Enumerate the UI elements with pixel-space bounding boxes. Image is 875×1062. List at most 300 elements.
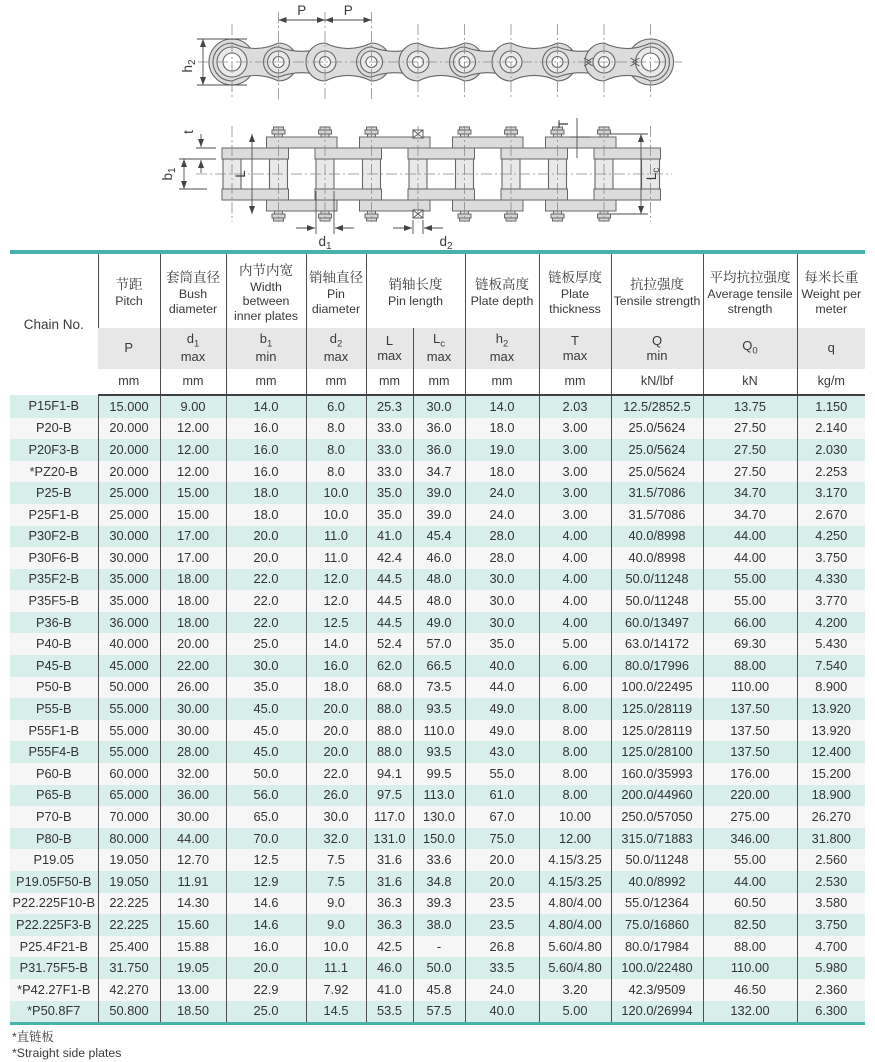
- value-cell: 4.200: [797, 612, 865, 634]
- chain-plan-view: [160, 118, 672, 250]
- value-cell: 160.0/35993: [611, 763, 703, 785]
- value-cell: 12.5/2852.5: [611, 395, 703, 418]
- chain-no-cell: P22.225F10-B: [10, 893, 98, 915]
- value-cell: 5.60/4.80: [539, 957, 611, 979]
- value-cell: 24.0: [465, 504, 539, 526]
- table-row: [10, 677, 865, 699]
- value-cell: 31.6: [366, 871, 413, 893]
- value-cell: 14.0: [226, 395, 306, 418]
- value-cell: 19.0: [465, 439, 539, 461]
- value-cell: 17.00: [160, 547, 226, 569]
- value-cell: 30.0: [465, 569, 539, 591]
- symbol-header: $b_1$ min: [226, 328, 306, 369]
- chain-no-cell: P35F2-B: [10, 569, 98, 591]
- value-cell: 130.0: [413, 806, 465, 828]
- value-cell: 27.50: [703, 461, 797, 483]
- table-row: [10, 461, 865, 483]
- value-cell: 45.8: [413, 979, 465, 1001]
- value-cell: 19.050: [98, 871, 160, 893]
- value-cell: 11.0: [306, 547, 366, 569]
- value-cell: 27.50: [703, 439, 797, 461]
- value-cell: 5.430: [797, 633, 865, 655]
- value-cell: 94.1: [366, 763, 413, 785]
- value-cell: 34.8: [413, 871, 465, 893]
- symbol-header: $d_1$ max: [160, 328, 226, 369]
- value-cell: 3.00: [539, 504, 611, 526]
- chain-no-cell: P15F1-B: [10, 395, 98, 418]
- chain-no-cell: *PZ20-B: [10, 461, 98, 483]
- table-row: [10, 1001, 865, 1024]
- value-cell: 88.0: [366, 720, 413, 742]
- value-cell: 60.000: [98, 763, 160, 785]
- value-cell: 44.5: [366, 569, 413, 591]
- value-cell: 28.0: [465, 526, 539, 548]
- value-cell: 2.03: [539, 395, 611, 418]
- value-cell: 12.00: [160, 461, 226, 483]
- value-cell: 30.00: [160, 698, 226, 720]
- table-row: [10, 957, 865, 979]
- value-cell: 8.00: [539, 720, 611, 742]
- value-cell: 5.60/4.80: [539, 936, 611, 958]
- value-cell: 275.00: [703, 806, 797, 828]
- symbol-header: P: [98, 328, 160, 369]
- value-cell: 32.0: [306, 828, 366, 850]
- value-cell: 10.00: [539, 806, 611, 828]
- value-cell: 60.50: [703, 893, 797, 915]
- value-cell: 220.00: [703, 785, 797, 807]
- chain-no-cell: P35F5-B: [10, 590, 98, 612]
- value-cell: 36.00: [160, 785, 226, 807]
- value-cell: 25.0: [226, 633, 306, 655]
- value-cell: 61.0: [465, 785, 539, 807]
- value-cell: 19.05: [160, 957, 226, 979]
- value-cell: 13.75: [703, 395, 797, 418]
- value-cell: 250.0/57050: [611, 806, 703, 828]
- value-cell: 33.0: [366, 418, 413, 440]
- value-cell: 10.0: [306, 482, 366, 504]
- value-cell: 22.0: [226, 569, 306, 591]
- value-cell: 70.000: [98, 806, 160, 828]
- table-row: [10, 936, 865, 958]
- value-cell: 50.0/11248: [611, 849, 703, 871]
- value-cell: 24.0: [465, 979, 539, 1001]
- value-cell: 33.0: [366, 439, 413, 461]
- value-cell: 50.0/11248: [611, 569, 703, 591]
- value-cell: 80.0/17984: [611, 936, 703, 958]
- chain-no-cell: *P50.8F7: [10, 1001, 98, 1024]
- value-cell: 12.5: [306, 612, 366, 634]
- value-cell: 14.6: [226, 893, 306, 915]
- chain-no-cell: P20F3-B: [10, 439, 98, 461]
- value-cell: 42.5: [366, 936, 413, 958]
- value-cell: 28.0: [465, 547, 539, 569]
- value-cell: 42.4: [366, 547, 413, 569]
- value-cell: 22.0: [226, 612, 306, 634]
- value-cell: 315.0/71883: [611, 828, 703, 850]
- value-cell: 23.5: [465, 914, 539, 936]
- value-cell: 4.15/3.25: [539, 849, 611, 871]
- col-header-9: 平均抗拉强度 Average tensile strength: [703, 252, 797, 328]
- value-cell: 40.0/8998: [611, 526, 703, 548]
- value-cell: 33.0: [366, 461, 413, 483]
- value-cell: 18.00: [160, 612, 226, 634]
- value-cell: 3.00: [539, 461, 611, 483]
- value-cell: 20.0: [465, 849, 539, 871]
- chain-no-cell: P25-B: [10, 482, 98, 504]
- value-cell: 3.170: [797, 482, 865, 504]
- value-cell: 4.15/3.25: [539, 871, 611, 893]
- symbol-header: L max: [366, 328, 413, 369]
- value-cell: 39.0: [413, 482, 465, 504]
- value-cell: 137.50: [703, 698, 797, 720]
- value-cell: 50.0/11248: [611, 590, 703, 612]
- value-cell: 13.920: [797, 698, 865, 720]
- value-cell: 4.00: [539, 547, 611, 569]
- col-header-8: 抗拉强度 Tensile strength: [611, 252, 703, 328]
- value-cell: 110.00: [703, 957, 797, 979]
- value-cell: 62.0: [366, 655, 413, 677]
- value-cell: 88.00: [703, 936, 797, 958]
- value-cell: 12.400: [797, 741, 865, 763]
- value-cell: 18.0: [226, 504, 306, 526]
- value-cell: 67.0: [465, 806, 539, 828]
- value-cell: 33.6: [413, 849, 465, 871]
- value-cell: 22.0: [226, 590, 306, 612]
- value-cell: 22.225: [98, 893, 160, 915]
- dim-label-h2: $h_2$: [180, 59, 198, 73]
- symbol-header: $d_2$ max: [306, 328, 366, 369]
- value-cell: 2.360: [797, 979, 865, 1001]
- chain-no-cell: P22.225F3-B: [10, 914, 98, 936]
- chain-no-cell: *P42.27F1-B: [10, 979, 98, 1001]
- symbol-header: q: [797, 328, 865, 369]
- table-row: [10, 569, 865, 591]
- value-cell: 6.00: [539, 677, 611, 699]
- value-cell: 55.0/12364: [611, 893, 703, 915]
- value-cell: 15.88: [160, 936, 226, 958]
- value-cell: 50.000: [98, 677, 160, 699]
- value-cell: 44.5: [366, 612, 413, 634]
- value-cell: 30.0: [465, 590, 539, 612]
- table-row: [10, 979, 865, 1001]
- value-cell: 44.00: [160, 828, 226, 850]
- unit-header: mm: [465, 369, 539, 395]
- value-cell: 45.4: [413, 526, 465, 548]
- value-cell: 57.0: [413, 633, 465, 655]
- table-row: [10, 504, 865, 526]
- value-cell: 30.0: [226, 655, 306, 677]
- value-cell: 18.0: [226, 482, 306, 504]
- value-cell: 41.0: [366, 526, 413, 548]
- value-cell: 5.00: [539, 633, 611, 655]
- symbol-header: $L_c$ max: [413, 328, 465, 369]
- value-cell: 2.140: [797, 418, 865, 440]
- value-cell: 75.0/16860: [611, 914, 703, 936]
- col-header-1: 节距 Pitch: [98, 252, 160, 328]
- value-cell: 24.0: [465, 482, 539, 504]
- value-cell: 15.200: [797, 763, 865, 785]
- value-cell: 26.8: [465, 936, 539, 958]
- value-cell: 3.770: [797, 590, 865, 612]
- value-cell: 40.0: [465, 1001, 539, 1024]
- value-cell: 6.0: [306, 395, 366, 418]
- value-cell: 38.0: [413, 914, 465, 936]
- chain-no-cell: P20-B: [10, 418, 98, 440]
- value-cell: 14.0: [306, 633, 366, 655]
- value-cell: 346.00: [703, 828, 797, 850]
- value-cell: 6.00: [539, 655, 611, 677]
- value-cell: 48.0: [413, 590, 465, 612]
- value-cell: 8.0: [306, 418, 366, 440]
- chain-no-cell: P40-B: [10, 633, 98, 655]
- table-row: [10, 395, 865, 418]
- value-cell: 117.0: [366, 806, 413, 828]
- table-row: [10, 698, 865, 720]
- col-header-2: 套筒直径 Bush diameter: [160, 252, 226, 328]
- value-cell: 49.0: [465, 698, 539, 720]
- value-cell: 176.00: [703, 763, 797, 785]
- value-cell: 34.7: [413, 461, 465, 483]
- value-cell: 22.0: [306, 763, 366, 785]
- value-cell: 31.6: [366, 849, 413, 871]
- value-cell: 55.00: [703, 849, 797, 871]
- value-cell: 30.00: [160, 806, 226, 828]
- value-cell: 48.0: [413, 569, 465, 591]
- value-cell: 15.000: [98, 395, 160, 418]
- value-cell: 69.30: [703, 633, 797, 655]
- unit-header: kg/m: [797, 369, 865, 395]
- col-header-4: 销轴直径 Pin diameter: [306, 252, 366, 328]
- value-cell: 34.70: [703, 482, 797, 504]
- chain-side-view: [180, 3, 682, 100]
- value-cell: 35.0: [226, 677, 306, 699]
- value-cell: 66.5: [413, 655, 465, 677]
- value-cell: 125.0/28119: [611, 720, 703, 742]
- value-cell: 50.0: [226, 763, 306, 785]
- value-cell: 65.0: [226, 806, 306, 828]
- unit-header: kN/lbf: [611, 369, 703, 395]
- value-cell: 45.0: [226, 720, 306, 742]
- value-cell: 35.000: [98, 590, 160, 612]
- value-cell: 40.000: [98, 633, 160, 655]
- value-cell: 31.800: [797, 828, 865, 850]
- value-cell: 97.5: [366, 785, 413, 807]
- unit-header: kN: [703, 369, 797, 395]
- value-cell: 46.0: [366, 957, 413, 979]
- value-cell: 14.30: [160, 893, 226, 915]
- value-cell: 80.000: [98, 828, 160, 850]
- value-cell: 200.0/44960: [611, 785, 703, 807]
- dim-label-b1: $b_1$: [160, 167, 178, 181]
- value-cell: 15.00: [160, 482, 226, 504]
- value-cell: 11.1: [306, 957, 366, 979]
- value-cell: 8.900: [797, 677, 865, 699]
- value-cell: 50.0: [413, 957, 465, 979]
- value-cell: 4.00: [539, 612, 611, 634]
- value-cell: -: [413, 936, 465, 958]
- unit-header: mm: [226, 369, 306, 395]
- table-row: [10, 828, 865, 850]
- value-cell: 25.000: [98, 482, 160, 504]
- value-cell: 18.00: [160, 569, 226, 591]
- value-cell: 44.00: [703, 871, 797, 893]
- dim-label-T: T: [556, 119, 571, 129]
- value-cell: 26.270: [797, 806, 865, 828]
- value-cell: 7.540: [797, 655, 865, 677]
- chain-no-cell: P19.05: [10, 849, 98, 871]
- value-cell: 55.000: [98, 698, 160, 720]
- value-cell: 20.0: [306, 741, 366, 763]
- table-row: [10, 893, 865, 915]
- unit-header: mm: [160, 369, 226, 395]
- value-cell: 4.80/4.00: [539, 914, 611, 936]
- value-cell: 27.50: [703, 418, 797, 440]
- chain-no-cell: P55F1-B: [10, 720, 98, 742]
- col-header-10: 每米长重 Weight per meter: [797, 252, 865, 328]
- value-cell: 36.3: [366, 893, 413, 915]
- value-cell: 35.000: [98, 569, 160, 591]
- value-cell: 1.150: [797, 395, 865, 418]
- value-cell: 25.3: [366, 395, 413, 418]
- value-cell: 25.400: [98, 936, 160, 958]
- value-cell: 8.00: [539, 698, 611, 720]
- table-row: [10, 763, 865, 785]
- value-cell: 132.00: [703, 1001, 797, 1024]
- chain-no-cell: P25F1-B: [10, 504, 98, 526]
- value-cell: 18.50: [160, 1001, 226, 1024]
- value-cell: 4.250: [797, 526, 865, 548]
- table-row: [10, 655, 865, 677]
- table-row: [10, 612, 865, 634]
- value-cell: 5.980: [797, 957, 865, 979]
- value-cell: 80.0/17996: [611, 655, 703, 677]
- value-cell: 125.0/28119: [611, 698, 703, 720]
- value-cell: 20.000: [98, 439, 160, 461]
- value-cell: 75.0: [465, 828, 539, 850]
- value-cell: 137.50: [703, 741, 797, 763]
- value-cell: 45.000: [98, 655, 160, 677]
- value-cell: 150.0: [413, 828, 465, 850]
- dim-label-t: t: [181, 130, 196, 134]
- value-cell: 10.0: [306, 936, 366, 958]
- value-cell: 25.0/5624: [611, 461, 703, 483]
- value-cell: 36.0: [413, 418, 465, 440]
- value-cell: 8.0: [306, 439, 366, 461]
- value-cell: 14.0: [465, 395, 539, 418]
- value-cell: 18.00: [160, 590, 226, 612]
- value-cell: 12.00: [539, 828, 611, 850]
- table-row: [10, 785, 865, 807]
- chain-no-cell: P45-B: [10, 655, 98, 677]
- col-header-7: 链板厚度 Plate thickness: [539, 252, 611, 328]
- chain-no-cell: P30F6-B: [10, 547, 98, 569]
- value-cell: 88.00: [703, 655, 797, 677]
- value-cell: 57.5: [413, 1001, 465, 1024]
- value-cell: 7.5: [306, 871, 366, 893]
- value-cell: 60.0/13497: [611, 612, 703, 634]
- value-cell: 40.0: [465, 655, 539, 677]
- table-row: [10, 547, 865, 569]
- value-cell: 35.0: [465, 633, 539, 655]
- value-cell: 16.0: [226, 418, 306, 440]
- value-cell: 23.5: [465, 893, 539, 915]
- chain-no-cell: P60-B: [10, 763, 98, 785]
- value-cell: 3.750: [797, 914, 865, 936]
- value-cell: 22.225: [98, 914, 160, 936]
- table-row: [10, 590, 865, 612]
- value-cell: 82.50: [703, 914, 797, 936]
- value-cell: 30.00: [160, 720, 226, 742]
- value-cell: 39.3: [413, 893, 465, 915]
- value-cell: 36.3: [366, 914, 413, 936]
- table-row: [10, 720, 865, 742]
- value-cell: 33.5: [465, 957, 539, 979]
- value-cell: 42.270: [98, 979, 160, 1001]
- value-cell: 20.0: [465, 871, 539, 893]
- dim-label-Lc: $L_c$: [644, 167, 662, 181]
- table-row: [10, 914, 865, 936]
- unit-header: mm: [306, 369, 366, 395]
- unit-header: mm: [98, 369, 160, 395]
- value-cell: 2.670: [797, 504, 865, 526]
- value-cell: 16.0: [306, 655, 366, 677]
- value-cell: 55.0: [465, 763, 539, 785]
- value-cell: 32.00: [160, 763, 226, 785]
- value-cell: 19.050: [98, 849, 160, 871]
- value-cell: 3.00: [539, 418, 611, 440]
- value-cell: 12.5: [226, 849, 306, 871]
- value-cell: 4.00: [539, 569, 611, 591]
- value-cell: 14.5: [306, 1001, 366, 1024]
- value-cell: 55.000: [98, 720, 160, 742]
- value-cell: 52.4: [366, 633, 413, 655]
- value-cell: 8.00: [539, 763, 611, 785]
- value-cell: 8.0: [306, 461, 366, 483]
- symbol-header: $Q_0$: [703, 328, 797, 369]
- value-cell: 20.0: [306, 698, 366, 720]
- corner-header: Chain No.: [10, 252, 98, 395]
- value-cell: 18.900: [797, 785, 865, 807]
- value-cell: 40.0/8998: [611, 547, 703, 569]
- value-cell: 13.00: [160, 979, 226, 1001]
- value-cell: 110.0: [413, 720, 465, 742]
- value-cell: 10.0: [306, 504, 366, 526]
- value-cell: 34.70: [703, 504, 797, 526]
- value-cell: 18.0: [306, 677, 366, 699]
- value-cell: 9.0: [306, 914, 366, 936]
- value-cell: 6.300: [797, 1001, 865, 1024]
- value-cell: 2.253: [797, 461, 865, 483]
- value-cell: 18.0: [465, 418, 539, 440]
- value-cell: 110.00: [703, 677, 797, 699]
- col-header-3: 内节内宽 Width between inner plates: [226, 252, 306, 328]
- value-cell: 4.80/4.00: [539, 893, 611, 915]
- table-row: [10, 871, 865, 893]
- value-cell: 65.000: [98, 785, 160, 807]
- value-cell: 55.00: [703, 569, 797, 591]
- value-cell: 22.00: [160, 655, 226, 677]
- dim-label-pitch-2: P: [343, 3, 353, 18]
- chain-no-cell: P30F2-B: [10, 526, 98, 548]
- value-cell: 2.530: [797, 871, 865, 893]
- value-cell: 12.0: [306, 569, 366, 591]
- table-row: [10, 633, 865, 655]
- value-cell: 9.00: [160, 395, 226, 418]
- chain-no-cell: P25.4F21-B: [10, 936, 98, 958]
- value-cell: 4.00: [539, 590, 611, 612]
- chain-no-cell: P80-B: [10, 828, 98, 850]
- value-cell: 88.0: [366, 741, 413, 763]
